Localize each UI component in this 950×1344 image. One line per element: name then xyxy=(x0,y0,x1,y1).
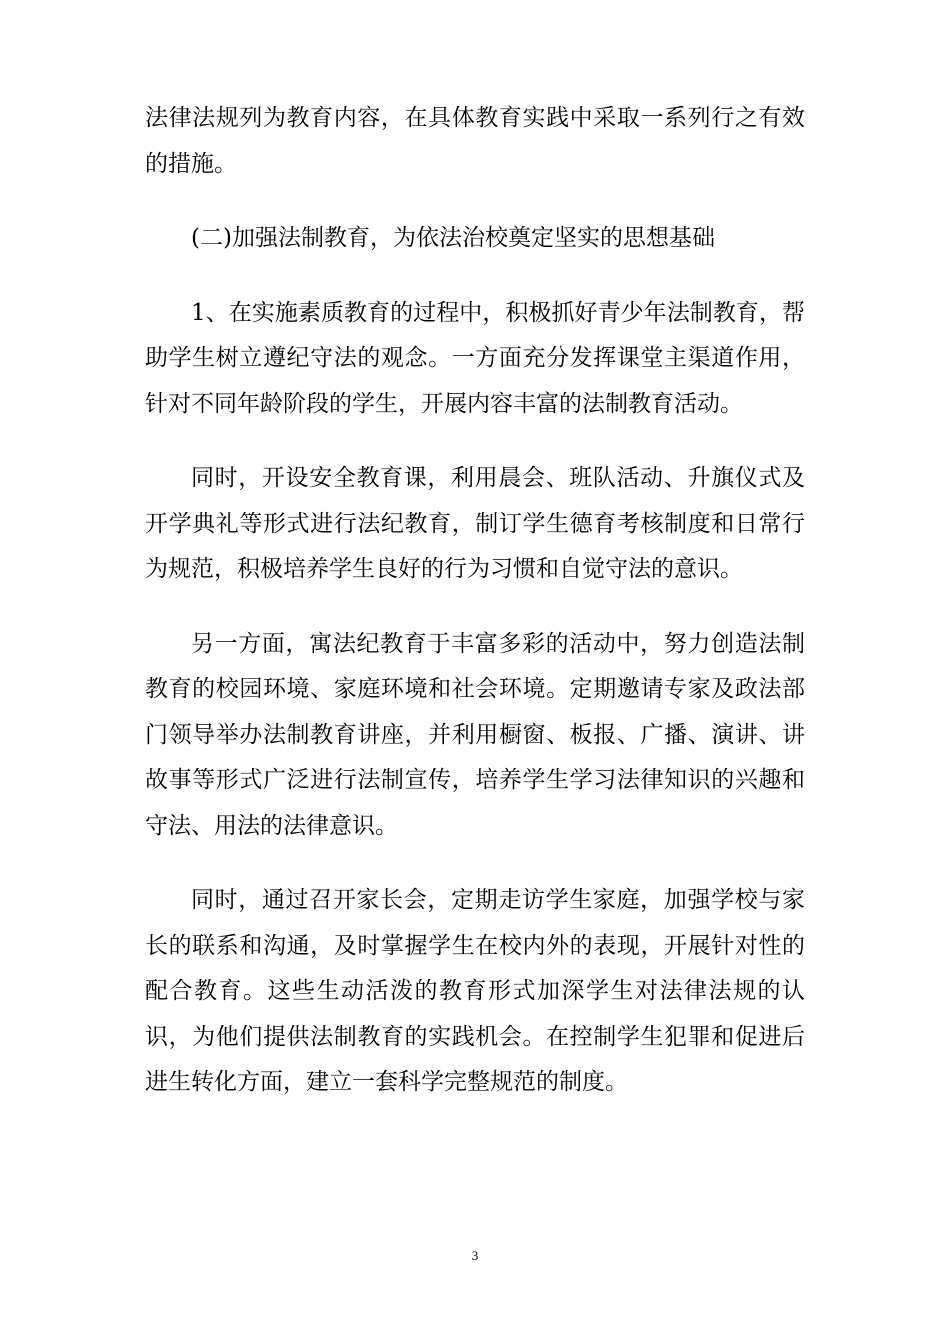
page-number: 3 xyxy=(471,1248,479,1263)
paragraph: 1、在实施素质教育的过程中，积极抓好青少年法制教育，帮助学生树立遵纪守法的观念。一方面充分发挥课堂主渠道作用，针对不同年龄阶段的学生，开展内容丰富的法制教育活动。 xyxy=(145,299,805,417)
paragraph-continuation: 法律法规列为教育内容，在具体教育实践中采取一系列行之有效的措施。 xyxy=(145,105,805,177)
paragraph: 同时，开设安全教育课，利用晨会、班队活动、升旗仪式及开学典礼等形式进行法纪教育，制订学生德育考核制度和日常行为规范，积极培养学生良好的行为习惯和自觉守法的意识。 xyxy=(145,465,805,582)
section-heading: (二)加强法制教育，为依法治校奠定坚实的思想基础 xyxy=(191,225,715,251)
paragraph: 同时，通过召开家长会，定期走访学生家庭，加强学校与家长的联系和沟通，及时掌握学生在校内外的表现，开展针对性的配合教育。这些生动活泼的教育形式加深学生对法律法规的认识，为他们提供法制教育的实践机会。在控制学生犯罪和促进后进生转化方面，建立一套科学完整规范的制度。 xyxy=(145,887,805,1095)
document-body xyxy=(145,96,805,1135)
paragraph: 另一方面，寓法纪教育于丰富多彩的活动中，努力创造法制教育的校园环境、家庭环境和社会环境。定期邀请专家及政法部门领导举办法制教育讲座，并利用橱窗、板报、广播、演讲、讲故事等形式广泛进行法制宣传，培养学生学习法律知识的兴趣和守法、用法的法律意识。 xyxy=(145,630,805,839)
